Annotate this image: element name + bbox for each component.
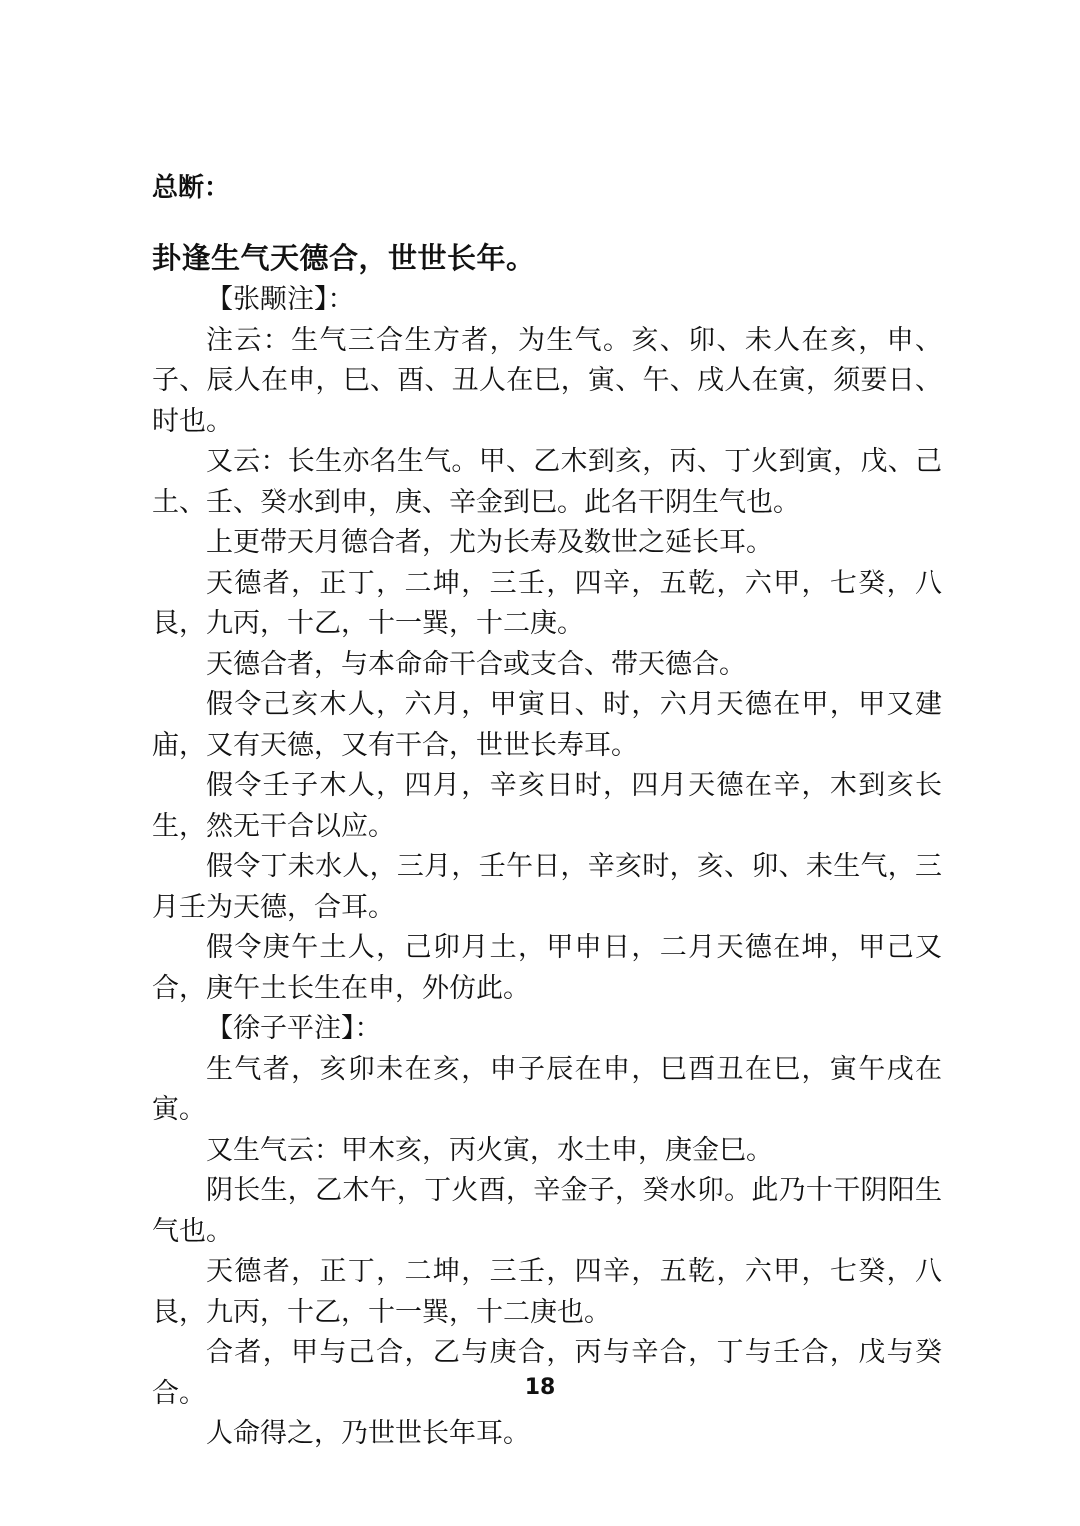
paragraph: 人命得之，乃世世长年耳。 xyxy=(206,1418,530,1449)
paragraph: 阴长生，乙木午，丁火酉，辛金子，癸水卯。此乃十干阴阳生气也。 xyxy=(152,1175,942,1247)
paragraph: 生气者，亥卯未在亥，申子辰在申，巳酉丑在巳，寅午戌在寅。 xyxy=(152,1053,942,1125)
paragraph: 天德者，正丁，二坤，三壬，四辛，五乾，六甲，七癸，八艮，九丙，十乙，十一巽，十二庚也。 xyxy=(152,1256,942,1328)
paragraph: 假令壬子木人，四月，辛亥日时，四月天德在辛，木到亥长生，然无干合以应。 xyxy=(152,770,942,842)
paragraph: 天德者，正丁，二坤，三壬，四辛，五乾，六甲，七癸，八艮，九丙，十乙，十一巽，十二庚。 xyxy=(152,567,942,639)
page-content xyxy=(152,168,942,1455)
page-number: 18 xyxy=(524,1375,556,1400)
paragraph: 上更带天月德合者，尤为长寿及数世之延长耳。 xyxy=(206,527,773,558)
paragraph: 天德合者，与本命命干合或支合、带天德合。 xyxy=(206,648,746,680)
paragraph: 假令己亥木人，六月，甲寅日、时，六月天德在甲，甲又建庙，又有天德，又有干合，世世长寿耳。 xyxy=(152,689,942,761)
paragraph: 又生气云：甲木亥，丙火寅，水土申，庚金巳。 xyxy=(206,1134,773,1166)
paragraph: 合者，甲与己合，乙与庚合，丙与辛合，丁与壬合，戊与癸合。 xyxy=(152,1337,942,1409)
xu-note-label: 【徐子平注】： xyxy=(206,1013,382,1044)
verse-heading: 卦逢生气天德合，世世长年。 xyxy=(152,241,536,275)
section-label: 总断： xyxy=(152,173,231,203)
zhang-note-label: 【张颙注】： xyxy=(206,284,355,315)
paragraph: 注云：生气三合生方者，为生气。亥、卯、未人在亥，申、子、辰人在申，巳、酉、丑人在巳，寅、午、戌人在寅，须要日、时也。 xyxy=(152,324,942,437)
paragraph: 又云：长生亦名生气。甲、乙木到亥，丙、丁火到寅，戊、己土、壬、癸水到申，庚、辛金到巳。此名干阴生气也。 xyxy=(152,446,942,518)
paragraph: 假令庚午土人，己卯月土，甲申日，二月天德在坤，甲己又合，庚午土长生在申，外仿此。 xyxy=(152,932,942,1004)
paragraph: 假令丁未水人，三月，壬午日，辛亥时，亥、卯、未生气，三月壬为天德，合耳。 xyxy=(152,851,942,923)
